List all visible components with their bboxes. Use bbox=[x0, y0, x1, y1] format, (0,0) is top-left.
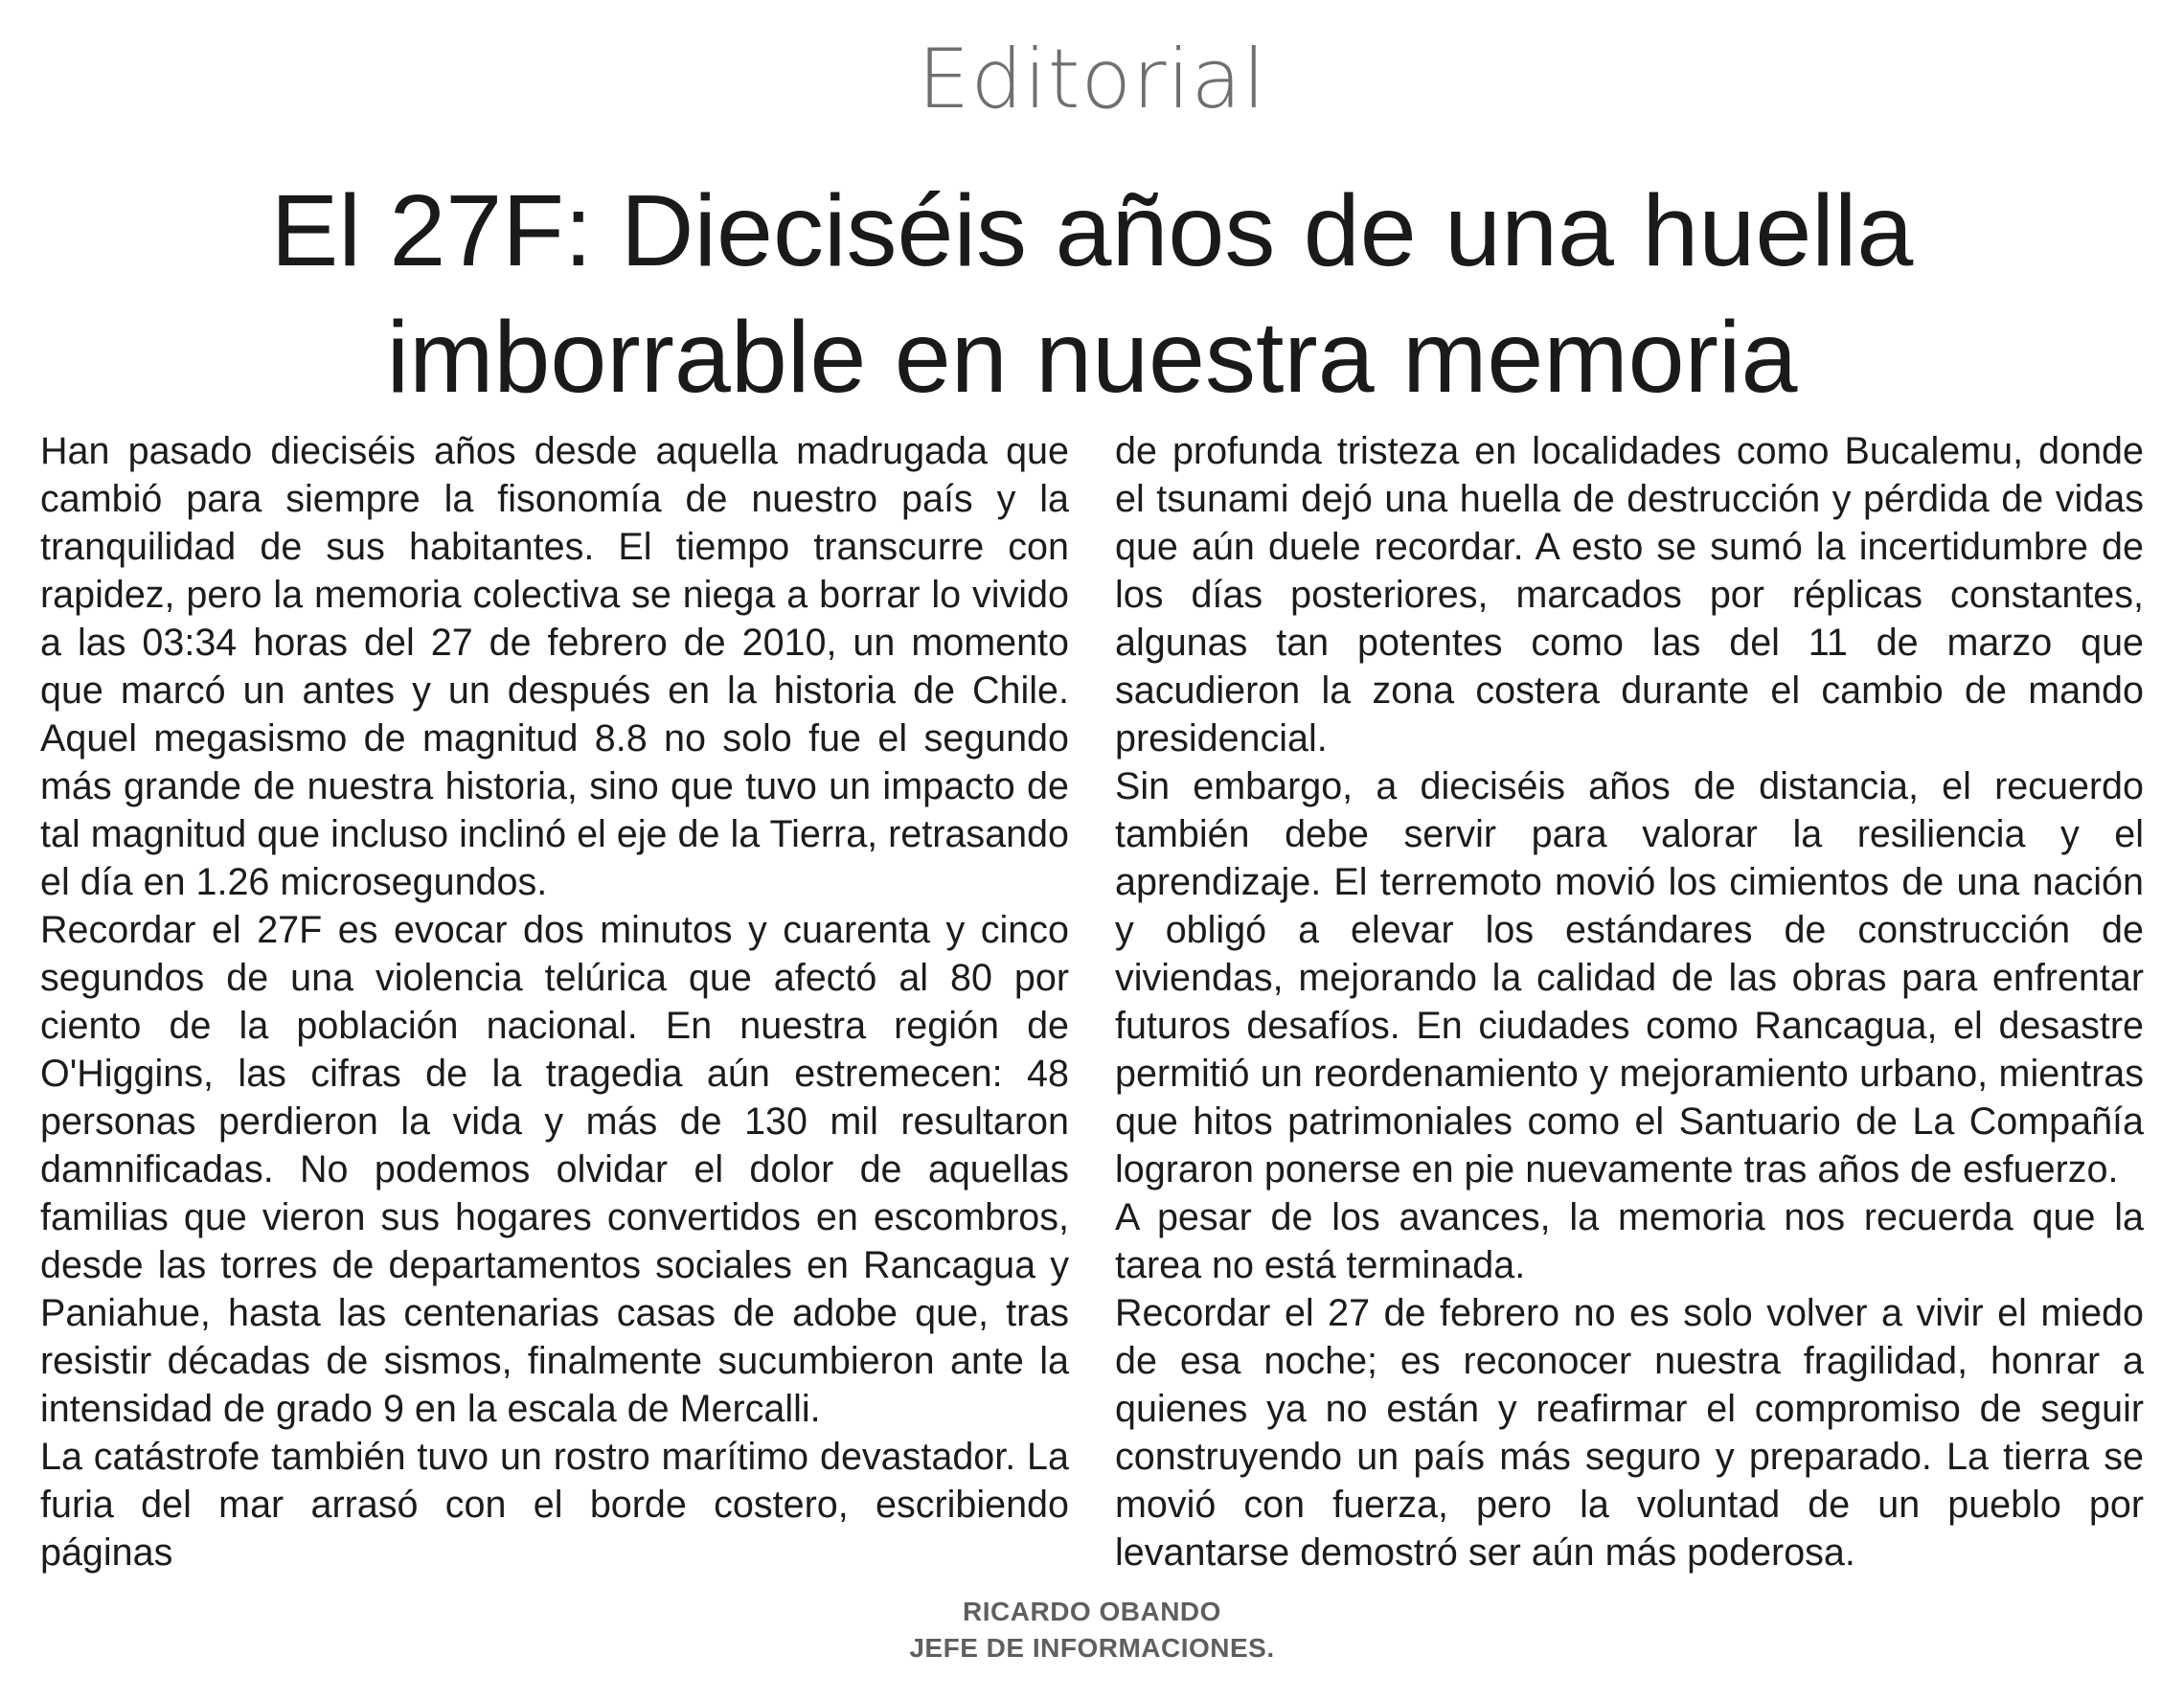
paragraph: La catástrofe también tuvo un rostro marítimo devastador. La furia del mar arrasó con el borde costero, escribiendo páginas bbox=[40, 1436, 1069, 1574]
paragraph: A pesar de los avances, la memoria nos recuerda que la tarea no está terminada. bbox=[1115, 1196, 2144, 1286]
body-column-right bbox=[1115, 427, 2144, 1576]
author-name: RICARDO OBANDO bbox=[963, 1597, 1221, 1626]
paragraph: Recordar el 27F es evocar dos minutos y cuarenta y cinco segundos de una violencia telúrica que afectó al 80 por ciento de la población nacional. En nuestra región de O'Higgins, las cifras de la tragedia aún estremecen: 48 personas perdieron la vida y más de 130 mil resultaron damnificadas. No podemos olvidar el dolor de aquellas familias que vieron sus hogares convertidos en escombros, desde las torres de departamentos sociales en Rancagua y Paniahue, hasta las centenarias casas de adobe que, tras resistir décadas de sismos, finalmente sucumbieron ante la intensidad de grado 9 en la escala de Mercalli. bbox=[40, 909, 1069, 1430]
paragraph: Sin embargo, a dieciséis años de distancia, el recuerdo también debe servir para valorar la resiliencia y el aprendizaje. El terremoto movió los cimientos de una nación y obligó a elevar los estándares de construcción de viviendas, mejorando la calidad de las obras para enfrentar futuros desafíos. En ciudades como Rancagua, el desastre permitió un reordenamiento y mejoramiento urbano, mientras que hitos patrimoniales como el Santuario de La Compañía lograron ponerse en pie nuevamente tras años de esfuerzo. bbox=[1115, 765, 2144, 1191]
section-label: Editorial bbox=[917, 32, 1266, 127]
author-role: JEFE DE INFORMACIONES. bbox=[909, 1633, 1275, 1663]
headline bbox=[77, 168, 2107, 420]
paragraph: Han pasado dieciséis años desde aquella madrugada que cambió para siempre la fisonomía de nuestro país y la tranquilidad de sus habitantes. El tiempo transcurre con rapidez, pero la memoria colectiva se niega a borrar lo vivido a las 03:34 horas del 27 de febrero de 2010, un momento que marcó un antes y un después en la historia de Chile. Aquel megasismo de magnitud 8.8 no solo fue el segundo más grande de nuestra historia, sino que tuvo un impacto de tal magnitud que incluso inclinó el eje de la Tierra, retrasando el día en 1.26 microsegundos. bbox=[40, 430, 1069, 903]
body-column-left bbox=[40, 427, 1069, 1576]
paragraph: de profunda tristeza en localidades como Bucalemu, donde el tsunami dejó una huella de destrucción y pérdida de vidas que aún duele recordar. A esto se sumó la incertidumbre de los días posteriores, marcados por réplicas constantes, algunas tan potentes como las del 11 de marzo que sacudieron la zona costera durante el cambio de mando presidencial. bbox=[1115, 430, 2144, 760]
headline-line-1: El 27F: Dieciséis años de una huella bbox=[270, 174, 1914, 287]
paragraph: Recordar el 27 de febrero no es solo volver a vivir el miedo de esa noche; es reconocer nuestra fragilidad, honrar a quienes ya no están y reafirmar el compromiso de seguir construyendo un país más seguro y preparado. La tierra se movió con fuerza, pero la voluntad de un pueblo por levantarse demostró ser aún más poderosa. bbox=[1115, 1292, 2144, 1574]
headline-line-2: imborrable en nuestra memoria bbox=[386, 301, 1798, 414]
author-signature bbox=[0, 1594, 2184, 1667]
